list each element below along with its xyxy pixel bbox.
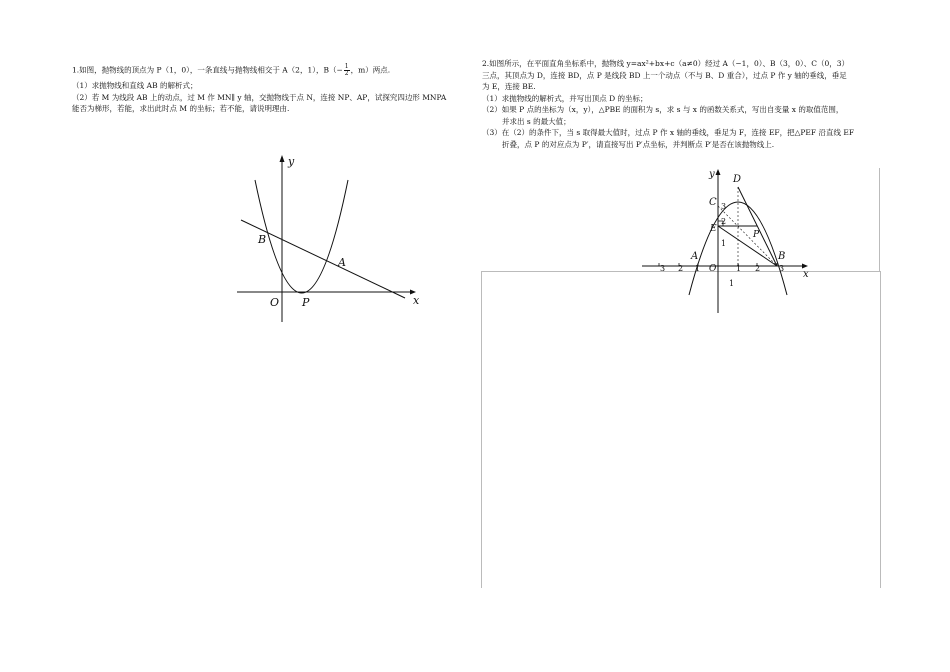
problem1-question-1: （1）求抛物线和直线 AB 的解析式； xyxy=(72,81,198,90)
problem1-text xyxy=(72,64,452,115)
problem2-question-3-cont: 折叠，点 P 的对应点为 P′，请直接写出 P′点坐标，并判断点 P′是否在该抛物线上. xyxy=(502,139,775,149)
p2-x-arrow xyxy=(802,264,808,269)
problem2-text xyxy=(482,58,882,150)
p2-num-xneg2: 2 xyxy=(678,264,684,273)
problem1-line-a: 1.如图，抛物线的顶点为 P（1，0），一条直线与抛物线相交于 A（2，1），B（− xyxy=(72,65,343,75)
p2-y-arrow xyxy=(716,169,721,175)
problem1-line-a-tail: ，m）两点. xyxy=(350,65,391,75)
problem1-question-2: （2）若 M 为线段 AB 上的动点，过 M 作 MN∥ y 轴，交抛物线于点 N，连接 NP、AP，试探究四边形 MNPA xyxy=(72,92,447,102)
p2-label-a: A xyxy=(691,251,699,262)
p2-label-d: D xyxy=(733,174,742,185)
answer-area xyxy=(481,271,881,588)
p1-label-y: y xyxy=(288,155,295,168)
p1-label-o: O xyxy=(270,296,280,309)
p2-num-ydown1: 1 xyxy=(729,279,735,288)
p1-label-b: B xyxy=(258,233,267,246)
p2-num-y1: 1 xyxy=(721,239,727,248)
problem2-question-2: （2）如果 P 点的坐标为（x，y），△PBE 的面积为 s，求 s 与 x 的函数关系式，写出自变量 x 的取值范围， xyxy=(482,105,844,114)
p1-label-p: P xyxy=(302,296,310,309)
p2-label-x: x xyxy=(803,269,809,280)
problem2-question-3: （3）在（2）的条件下，当 s 取得最大值时，过点 P 作 x 轴的垂线，垂足为 F，连接 EF，把△PEF 沿直线 EF xyxy=(482,128,855,137)
p2-num-y3: 3 xyxy=(721,202,727,211)
p2-num-xneg1: 1 xyxy=(695,264,701,273)
p1-line-ab xyxy=(241,220,405,298)
problem1-figure xyxy=(225,150,425,325)
p2-label-e: E xyxy=(710,224,717,234)
problem2-line-2: 三点，其顶点为 D，连接 BD，点 P 是线段 BD 上一个动点（不与 B、D 重合），过点 P 作 y 轴的垂线，垂足 xyxy=(482,70,847,80)
problem2-question-1: （1）求抛物线的解析式，并写出顶点 D 的坐标； xyxy=(482,93,648,103)
p1-label-a: A xyxy=(338,256,346,269)
p2-num-x1: 1 xyxy=(736,264,742,273)
p1-label-x: x xyxy=(413,294,420,307)
p1-y-arrow xyxy=(280,155,285,162)
problem2-line-1: 2.如图所示，在平面直角坐标系中，抛物线 y=ax²+bx+c（a≠0）经过 A（−1，0）、B（3，0）、C（0，3） xyxy=(482,59,850,68)
p1-parabola xyxy=(255,180,348,293)
p2-label-o: O xyxy=(709,264,717,274)
answer-area-upper-edge xyxy=(879,168,880,272)
p2-label-p: P xyxy=(753,230,760,240)
problem1-question-2-cont: 能否为梯形，若能，求出此时点 M 的坐标；若不能，请说明理由. xyxy=(72,104,290,113)
p2-line-be xyxy=(718,226,777,266)
fraction-one-half: $\frac{1}{2}$ xyxy=(344,63,349,77)
p2-label-b: B xyxy=(778,251,786,262)
problem2-question-2-cont: 并求出 s 的最大值； xyxy=(502,116,571,126)
p2-label-y: y xyxy=(709,169,715,180)
problem2-line-3: 为 E，连接 BE. xyxy=(482,82,536,91)
p2-num-xneg3: 3 xyxy=(660,264,666,273)
problem1-statement xyxy=(72,64,452,77)
p2-label-c: C xyxy=(709,197,717,208)
p2-num-x3: 3 xyxy=(779,264,785,273)
p2-dashed-b-c xyxy=(718,206,777,266)
problem2-figure xyxy=(640,165,815,317)
p2-num-y2: 2 xyxy=(721,217,727,226)
p2-num-x2: 2 xyxy=(755,264,761,273)
